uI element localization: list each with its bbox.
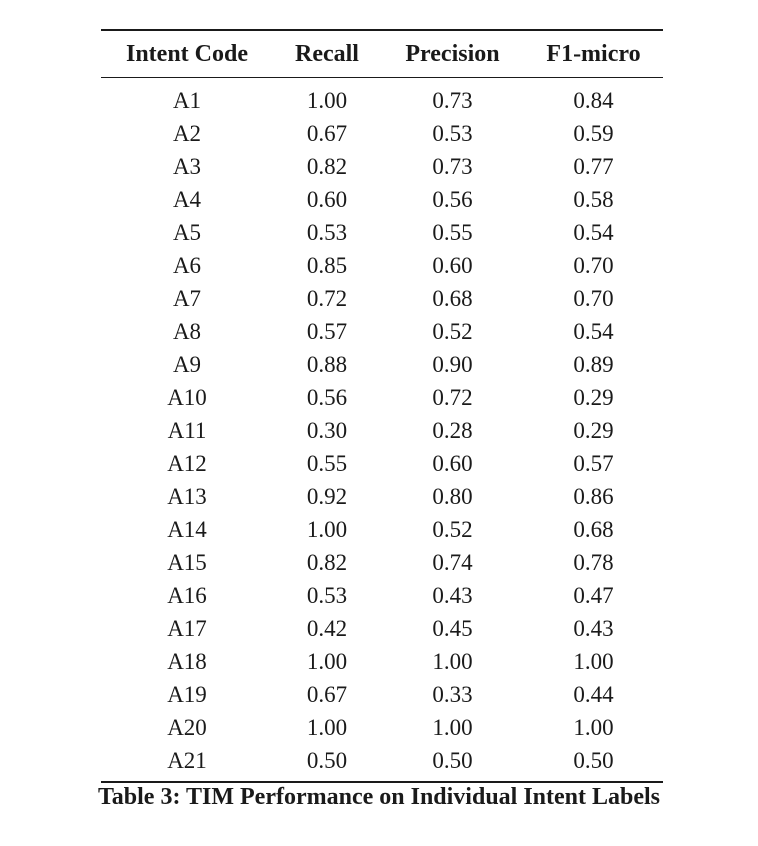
cell-intent-code: A17 <box>167 615 207 641</box>
cell-intent-code: A4 <box>172 186 202 212</box>
cell-f1-micro: 0.70 <box>573 285 614 311</box>
cell-intent-code: A12 <box>167 450 207 476</box>
cell-intent-code: A11 <box>167 417 207 443</box>
cell-f1-micro: 0.47 <box>573 582 614 608</box>
cell-f1-micro: 0.84 <box>573 87 614 113</box>
cell-recall: 0.55 <box>306 450 348 476</box>
table-row <box>101 513 663 546</box>
cell-intent-code: A3 <box>172 153 202 179</box>
cell-precision: 0.80 <box>432 483 473 509</box>
intent-performance-table <box>101 29 663 783</box>
table-row <box>101 645 663 678</box>
results-table-container <box>101 29 663 783</box>
cell-recall: 1.00 <box>306 516 348 542</box>
cell-f1-micro: 0.77 <box>573 153 614 179</box>
table-row <box>101 249 663 282</box>
cell-f1-micro: 0.89 <box>573 351 614 377</box>
cell-recall: 1.00 <box>306 648 348 674</box>
cell-recall: 0.53 <box>306 219 348 245</box>
cell-f1-micro: 0.86 <box>573 483 614 509</box>
cell-precision: 1.00 <box>432 648 473 674</box>
cell-precision: 0.90 <box>432 351 473 377</box>
cell-precision: 0.73 <box>432 87 473 113</box>
table-body <box>101 78 663 783</box>
cell-precision: 0.52 <box>432 318 473 344</box>
cell-intent-code: A6 <box>172 252 202 278</box>
cell-precision: 0.45 <box>432 615 473 641</box>
cell-recall: 0.88 <box>306 351 348 377</box>
cell-precision: 0.53 <box>432 120 473 146</box>
cell-recall: 0.85 <box>306 252 348 278</box>
cell-intent-code: A15 <box>167 549 207 575</box>
cell-intent-code: A7 <box>172 285 202 311</box>
header-precision: Precision <box>405 40 500 67</box>
table-row <box>101 315 663 348</box>
cell-precision: 0.74 <box>432 549 473 575</box>
cell-precision: 0.68 <box>432 285 473 311</box>
table-row <box>101 579 663 612</box>
table-row <box>101 744 663 782</box>
cell-recall: 0.50 <box>306 748 348 773</box>
table-row <box>101 711 663 744</box>
table-row <box>101 678 663 711</box>
cell-f1-micro: 0.54 <box>573 219 614 245</box>
table-row <box>101 183 663 216</box>
cell-recall: 0.72 <box>306 285 348 311</box>
cell-precision: 0.28 <box>432 417 473 443</box>
header-intent-code: Intent Code <box>125 40 248 67</box>
cell-intent-code: A13 <box>167 483 207 509</box>
cell-f1-micro: 0.58 <box>573 186 614 212</box>
cell-recall: 0.30 <box>306 417 348 443</box>
cell-precision: 0.50 <box>432 748 473 773</box>
table-row <box>101 546 663 579</box>
cell-precision: 0.56 <box>432 186 473 212</box>
cell-f1-micro: 0.59 <box>573 120 614 146</box>
cell-precision: 0.73 <box>432 153 473 179</box>
cell-f1-micro: 0.44 <box>573 681 614 707</box>
cell-recall: 1.00 <box>306 87 348 113</box>
cell-recall: 0.67 <box>306 120 348 146</box>
cell-f1-micro: 0.70 <box>573 252 614 278</box>
table-caption: Table 3: TIM Performance on Individual Intent Labels <box>97 784 661 810</box>
cell-intent-code: A21 <box>167 748 207 773</box>
table-row <box>101 282 663 315</box>
cell-precision: 0.33 <box>432 681 473 707</box>
cell-recall: 0.60 <box>306 186 348 212</box>
header-row <box>101 30 663 78</box>
cell-recall: 0.53 <box>306 582 348 608</box>
cell-intent-code: A5 <box>172 219 202 245</box>
cell-f1-micro: 0.29 <box>573 384 614 410</box>
cell-precision: 0.60 <box>432 252 473 278</box>
cell-precision: 0.55 <box>432 219 473 245</box>
cell-intent-code: A1 <box>172 87 202 113</box>
cell-f1-micro: 1.00 <box>573 648 614 674</box>
cell-f1-micro: 1.00 <box>573 714 614 740</box>
table-row <box>101 117 663 150</box>
cell-f1-micro: 0.54 <box>573 318 614 344</box>
cell-intent-code: A14 <box>167 516 207 542</box>
cell-intent-code: A16 <box>167 582 207 608</box>
cell-intent-code: A10 <box>167 384 207 410</box>
cell-intent-code: A2 <box>172 120 202 146</box>
table-row <box>101 150 663 183</box>
cell-f1-micro: 0.50 <box>573 748 614 773</box>
cell-precision: 1.00 <box>432 714 473 740</box>
cell-f1-micro: 0.68 <box>573 516 614 542</box>
cell-recall: 0.92 <box>306 483 348 509</box>
header-f1-micro: F1-micro <box>546 40 641 67</box>
cell-f1-micro: 0.43 <box>573 615 614 641</box>
cell-precision: 0.52 <box>432 516 473 542</box>
cell-recall: 0.57 <box>306 318 348 344</box>
table-row <box>101 480 663 513</box>
table-row <box>101 414 663 447</box>
cell-f1-micro: 0.57 <box>573 450 614 476</box>
cell-recall: 0.82 <box>306 153 348 179</box>
cell-recall: 0.56 <box>306 384 348 410</box>
cell-recall: 1.00 <box>306 714 348 740</box>
cell-precision: 0.72 <box>432 384 473 410</box>
cell-precision: 0.60 <box>432 450 473 476</box>
cell-recall: 0.67 <box>306 681 348 707</box>
header-recall: Recall <box>295 40 359 67</box>
table-row <box>101 348 663 381</box>
table-row <box>101 216 663 249</box>
table-row <box>101 447 663 480</box>
table-row <box>101 78 663 118</box>
cell-intent-code: A9 <box>172 351 202 377</box>
cell-recall: 0.42 <box>306 615 348 641</box>
cell-intent-code: A19 <box>167 681 207 707</box>
cell-intent-code: A20 <box>167 714 207 740</box>
cell-recall: 0.82 <box>306 549 348 575</box>
table-row <box>101 381 663 414</box>
cell-intent-code: A18 <box>167 648 207 674</box>
cell-f1-micro: 0.29 <box>573 417 614 443</box>
cell-f1-micro: 0.78 <box>573 549 614 575</box>
cell-precision: 0.43 <box>432 582 473 608</box>
cell-intent-code: A8 <box>172 318 202 344</box>
table-row <box>101 612 663 645</box>
